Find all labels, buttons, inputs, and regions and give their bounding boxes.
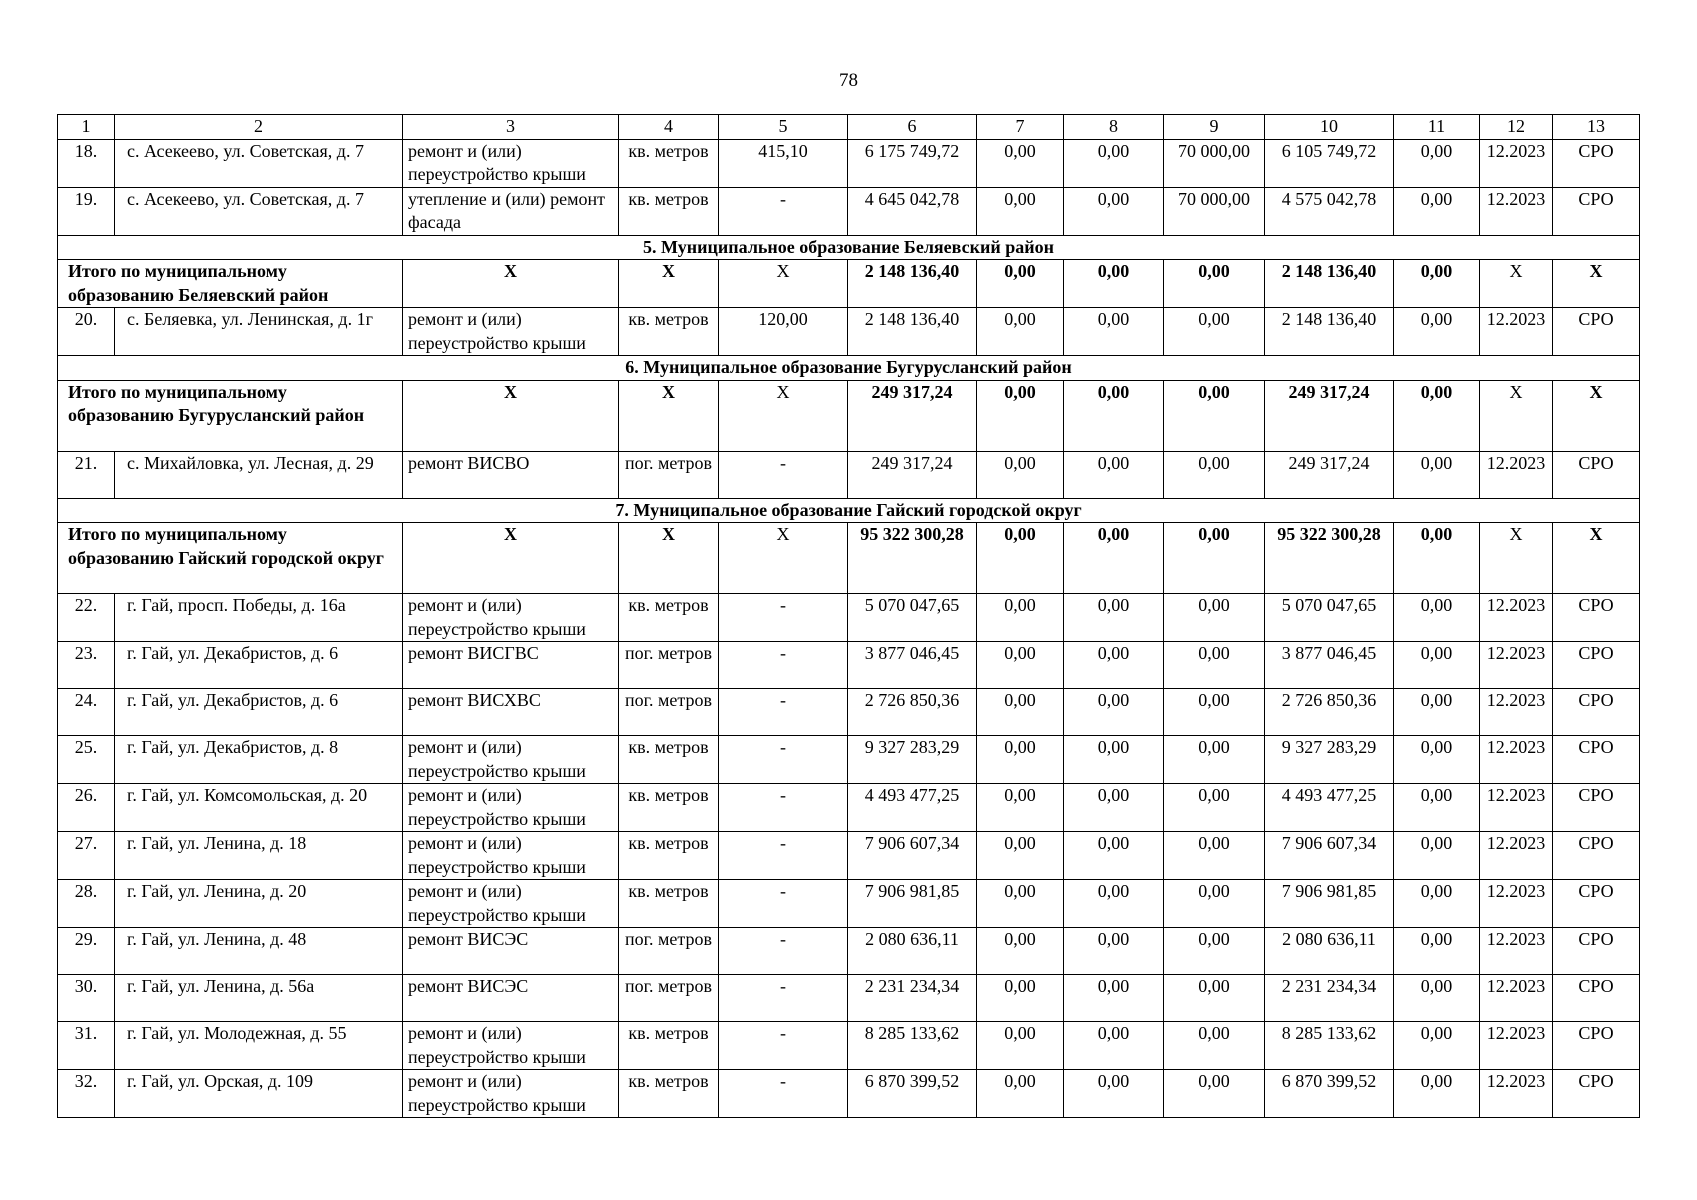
- table-row: [58, 451, 1640, 498]
- work-type-cell: утепление и (или) ремонт фасада: [403, 187, 619, 235]
- value-cell: 0,00: [977, 451, 1064, 498]
- value-cell: 7 906 607,34: [1265, 832, 1394, 880]
- unit-cell: кв. метров: [619, 1022, 719, 1070]
- value-cell: -: [719, 1022, 848, 1070]
- value-cell: 0,00: [1164, 689, 1265, 736]
- value-cell: 0,00: [1164, 975, 1265, 1022]
- address-cell: с. Асекеево, ул. Советская, д. 7: [115, 139, 403, 187]
- unit-cell: пог. метров: [619, 451, 719, 498]
- value-cell: 0,00: [977, 187, 1064, 235]
- value-cell: 12.2023: [1480, 642, 1553, 689]
- table-row: [58, 187, 1640, 235]
- total-cell: 249 317,24: [1265, 380, 1394, 451]
- value-cell: 0,00: [1394, 689, 1480, 736]
- unit-cell: кв. метров: [619, 139, 719, 187]
- row-number: 28.: [58, 880, 115, 928]
- value-cell: 12.2023: [1480, 928, 1553, 975]
- row-number: 32.: [58, 1070, 115, 1118]
- column-header: 13: [1553, 115, 1640, 140]
- total-row: [58, 523, 1640, 594]
- method-cell: СРО: [1553, 736, 1640, 784]
- value-cell: -: [719, 832, 848, 880]
- capital-repair-table: [57, 114, 1640, 1118]
- column-header: 5: [719, 115, 848, 140]
- column-header: 4: [619, 115, 719, 140]
- value-cell: -: [719, 689, 848, 736]
- value-cell: 0,00: [977, 594, 1064, 642]
- method-cell: СРО: [1553, 187, 1640, 235]
- total-cell: X: [403, 260, 619, 308]
- value-cell: 0,00: [1064, 784, 1164, 832]
- value-cell: 2 231 234,34: [1265, 975, 1394, 1022]
- total-cell: 0,00: [1394, 260, 1480, 308]
- total-cell: X: [719, 260, 848, 308]
- total-cell: 0,00: [977, 260, 1064, 308]
- value-cell: 415,10: [719, 139, 848, 187]
- value-cell: -: [719, 642, 848, 689]
- unit-cell: кв. метров: [619, 308, 719, 356]
- address-cell: г. Гай, ул. Декабристов, д. 6: [115, 689, 403, 736]
- value-cell: 12.2023: [1480, 832, 1553, 880]
- method-cell: СРО: [1553, 1070, 1640, 1118]
- total-cell: X: [719, 523, 848, 594]
- address-cell: г. Гай, ул. Ленина, д. 18: [115, 832, 403, 880]
- value-cell: 0,00: [1394, 975, 1480, 1022]
- value-cell: 0,00: [977, 308, 1064, 356]
- work-type-cell: ремонт ВИСХВС: [403, 689, 619, 736]
- value-cell: 0,00: [1394, 1022, 1480, 1070]
- total-cell: 2 148 136,40: [1265, 260, 1394, 308]
- table-row: [58, 642, 1640, 689]
- value-cell: 2 726 850,36: [848, 689, 977, 736]
- value-cell: -: [719, 928, 848, 975]
- value-cell: 3 877 046,45: [1265, 642, 1394, 689]
- method-cell: СРО: [1553, 880, 1640, 928]
- value-cell: 0,00: [1064, 594, 1164, 642]
- work-type-cell: ремонт и (или) переустройство крыши: [403, 594, 619, 642]
- work-type-cell: ремонт и (или) переустройство крыши: [403, 1070, 619, 1118]
- method-cell: СРО: [1553, 139, 1640, 187]
- column-number-header-row: [58, 115, 1640, 140]
- value-cell: 249 317,24: [848, 451, 977, 498]
- value-cell: 0,00: [1394, 928, 1480, 975]
- value-cell: 0,00: [1164, 308, 1265, 356]
- address-cell: г. Гай, ул. Ленина, д. 56а: [115, 975, 403, 1022]
- row-number: 27.: [58, 832, 115, 880]
- value-cell: 5 070 047,65: [848, 594, 977, 642]
- value-cell: 12.2023: [1480, 689, 1553, 736]
- value-cell: 0,00: [977, 1022, 1064, 1070]
- value-cell: 0,00: [1164, 832, 1265, 880]
- address-cell: с. Беляевка, ул. Ленинская, д. 1г: [115, 308, 403, 356]
- value-cell: 9 327 283,29: [1265, 736, 1394, 784]
- total-cell: 0,00: [977, 523, 1064, 594]
- value-cell: 12.2023: [1480, 187, 1553, 235]
- table-row: [58, 308, 1640, 356]
- value-cell: 7 906 981,85: [848, 880, 977, 928]
- value-cell: 2 231 234,34: [848, 975, 977, 1022]
- value-cell: -: [719, 1070, 848, 1118]
- total-cell: X: [1480, 380, 1553, 451]
- work-type-cell: ремонт ВИСГВС: [403, 642, 619, 689]
- value-cell: 0,00: [1394, 736, 1480, 784]
- row-number: 25.: [58, 736, 115, 784]
- unit-cell: кв. метров: [619, 832, 719, 880]
- value-cell: 120,00: [719, 308, 848, 356]
- value-cell: 0,00: [1164, 880, 1265, 928]
- total-cell: X: [1480, 523, 1553, 594]
- value-cell: 0,00: [977, 689, 1064, 736]
- column-header: 7: [977, 115, 1064, 140]
- total-cell: X: [619, 380, 719, 451]
- total-cell: 2 148 136,40: [848, 260, 977, 308]
- column-header: 8: [1064, 115, 1164, 140]
- address-cell: г. Гай, ул. Молодежная, д. 55: [115, 1022, 403, 1070]
- total-cell: 0,00: [1064, 523, 1164, 594]
- address-cell: г. Гай, ул. Ленина, д. 48: [115, 928, 403, 975]
- row-number: 18.: [58, 139, 115, 187]
- total-row: [58, 380, 1640, 451]
- row-number: 26.: [58, 784, 115, 832]
- address-cell: г. Гай, ул. Декабристов, д. 8: [115, 736, 403, 784]
- value-cell: 0,00: [1064, 1070, 1164, 1118]
- value-cell: 0,00: [977, 880, 1064, 928]
- value-cell: 0,00: [977, 736, 1064, 784]
- method-cell: СРО: [1553, 1022, 1640, 1070]
- total-cell: 0,00: [1164, 523, 1265, 594]
- address-cell: с. Асекеево, ул. Советская, д. 7: [115, 187, 403, 235]
- section-title: 6. Муниципальное образование Бугурусланский район: [58, 356, 1640, 381]
- total-cell: 249 317,24: [848, 380, 977, 451]
- value-cell: 0,00: [1394, 832, 1480, 880]
- value-cell: 0,00: [1064, 880, 1164, 928]
- table-row: [58, 736, 1640, 784]
- value-cell: 0,00: [1394, 784, 1480, 832]
- value-cell: 4 575 042,78: [1265, 187, 1394, 235]
- method-cell: СРО: [1553, 594, 1640, 642]
- value-cell: 2 148 136,40: [848, 308, 977, 356]
- unit-cell: пог. метров: [619, 642, 719, 689]
- value-cell: 12.2023: [1480, 1070, 1553, 1118]
- total-cell: 0,00: [977, 380, 1064, 451]
- unit-cell: пог. метров: [619, 928, 719, 975]
- value-cell: 0,00: [977, 139, 1064, 187]
- total-cell: X: [403, 380, 619, 451]
- value-cell: 0,00: [1064, 642, 1164, 689]
- section-header-row: [58, 498, 1640, 523]
- work-type-cell: ремонт и (или) переустройство крыши: [403, 784, 619, 832]
- address-cell: г. Гай, ул. Комсомольская, д. 20: [115, 784, 403, 832]
- value-cell: 12.2023: [1480, 139, 1553, 187]
- table-row: [58, 880, 1640, 928]
- value-cell: 5 070 047,65: [1265, 594, 1394, 642]
- value-cell: -: [719, 880, 848, 928]
- value-cell: 0,00: [1164, 736, 1265, 784]
- unit-cell: кв. метров: [619, 784, 719, 832]
- method-cell: СРО: [1553, 689, 1640, 736]
- value-cell: 8 285 133,62: [848, 1022, 977, 1070]
- value-cell: 0,00: [1394, 187, 1480, 235]
- method-cell: СРО: [1553, 451, 1640, 498]
- work-type-cell: ремонт и (или) переустройство крыши: [403, 308, 619, 356]
- total-label: Итого по муниципальному образованию Гайский городской округ: [58, 523, 403, 594]
- total-cell: 95 322 300,28: [848, 523, 977, 594]
- column-header: 3: [403, 115, 619, 140]
- value-cell: 8 285 133,62: [1265, 1022, 1394, 1070]
- value-cell: 0,00: [1064, 975, 1164, 1022]
- value-cell: 6 870 399,52: [848, 1070, 977, 1118]
- unit-cell: пог. метров: [619, 975, 719, 1022]
- table-row: [58, 975, 1640, 1022]
- table-row: [58, 689, 1640, 736]
- total-label: Итого по муниципальному образованию Бугурусланский район: [58, 380, 403, 451]
- table-row: [58, 139, 1640, 187]
- section-header-row: [58, 235, 1640, 260]
- value-cell: 0,00: [1064, 689, 1164, 736]
- value-cell: 12.2023: [1480, 594, 1553, 642]
- method-cell: СРО: [1553, 784, 1640, 832]
- method-cell: СРО: [1553, 308, 1640, 356]
- value-cell: 0,00: [1394, 880, 1480, 928]
- page-number: 78: [839, 70, 858, 91]
- value-cell: 0,00: [977, 642, 1064, 689]
- value-cell: 2 148 136,40: [1265, 308, 1394, 356]
- total-cell: 0,00: [1064, 380, 1164, 451]
- value-cell: 12.2023: [1480, 880, 1553, 928]
- value-cell: 0,00: [1394, 1070, 1480, 1118]
- column-header: 1: [58, 115, 115, 140]
- row-number: 22.: [58, 594, 115, 642]
- total-cell: X: [1553, 380, 1640, 451]
- value-cell: -: [719, 594, 848, 642]
- work-type-cell: ремонт ВИСЭС: [403, 975, 619, 1022]
- value-cell: 4 493 477,25: [1265, 784, 1394, 832]
- total-cell: 0,00: [1394, 380, 1480, 451]
- value-cell: 0,00: [1064, 1022, 1164, 1070]
- value-cell: 0,00: [1164, 642, 1265, 689]
- table-body: [58, 115, 1640, 1118]
- value-cell: -: [719, 975, 848, 1022]
- unit-cell: кв. метров: [619, 736, 719, 784]
- value-cell: -: [719, 187, 848, 235]
- column-header: 11: [1394, 115, 1480, 140]
- value-cell: 0,00: [1164, 594, 1265, 642]
- value-cell: 3 877 046,45: [848, 642, 977, 689]
- table-row: [58, 928, 1640, 975]
- total-cell: 95 322 300,28: [1265, 523, 1394, 594]
- value-cell: 0,00: [1064, 308, 1164, 356]
- value-cell: 4 645 042,78: [848, 187, 977, 235]
- value-cell: 9 327 283,29: [848, 736, 977, 784]
- address-cell: г. Гай, просп. Победы, д. 16а: [115, 594, 403, 642]
- value-cell: 0,00: [977, 832, 1064, 880]
- total-label: Итого по муниципальному образованию Беляевский район: [58, 260, 403, 308]
- section-title: 7. Муниципальное образование Гайский городской округ: [58, 498, 1640, 523]
- row-number: 29.: [58, 928, 115, 975]
- work-type-cell: ремонт и (или) переустройство крыши: [403, 736, 619, 784]
- value-cell: 0,00: [1164, 784, 1265, 832]
- work-type-cell: ремонт и (или) переустройство крыши: [403, 880, 619, 928]
- value-cell: 12.2023: [1480, 1022, 1553, 1070]
- work-type-cell: ремонт и (или) переустройство крыши: [403, 139, 619, 187]
- table-row: [58, 594, 1640, 642]
- value-cell: 12.2023: [1480, 975, 1553, 1022]
- row-number: 23.: [58, 642, 115, 689]
- row-number: 31.: [58, 1022, 115, 1070]
- total-cell: 0,00: [1394, 523, 1480, 594]
- row-number: 21.: [58, 451, 115, 498]
- total-cell: X: [1553, 523, 1640, 594]
- work-type-cell: ремонт ВИСЭС: [403, 928, 619, 975]
- value-cell: 12.2023: [1480, 736, 1553, 784]
- value-cell: 2 080 636,11: [1265, 928, 1394, 975]
- value-cell: 12.2023: [1480, 451, 1553, 498]
- total-cell: X: [1480, 260, 1553, 308]
- value-cell: 0,00: [1064, 832, 1164, 880]
- address-cell: г. Гай, ул. Декабристов, д. 6: [115, 642, 403, 689]
- value-cell: -: [719, 451, 848, 498]
- work-type-cell: ремонт и (или) переустройство крыши: [403, 1022, 619, 1070]
- value-cell: 2 726 850,36: [1265, 689, 1394, 736]
- value-cell: 0,00: [1394, 308, 1480, 356]
- value-cell: 0,00: [977, 784, 1064, 832]
- unit-cell: кв. метров: [619, 594, 719, 642]
- value-cell: 0,00: [1394, 139, 1480, 187]
- method-cell: СРО: [1553, 642, 1640, 689]
- value-cell: 12.2023: [1480, 308, 1553, 356]
- value-cell: -: [719, 736, 848, 784]
- value-cell: 70 000,00: [1164, 187, 1265, 235]
- value-cell: 0,00: [1394, 451, 1480, 498]
- table-row: [58, 1022, 1640, 1070]
- total-cell: X: [719, 380, 848, 451]
- address-cell: с. Михайловка, ул. Лесная, д. 29: [115, 451, 403, 498]
- table-row: [58, 832, 1640, 880]
- total-cell: 0,00: [1164, 260, 1265, 308]
- method-cell: СРО: [1553, 928, 1640, 975]
- value-cell: 7 906 607,34: [848, 832, 977, 880]
- work-type-cell: ремонт ВИСВО: [403, 451, 619, 498]
- value-cell: 0,00: [977, 975, 1064, 1022]
- value-cell: 6 105 749,72: [1265, 139, 1394, 187]
- address-cell: г. Гай, ул. Орская, д. 109: [115, 1070, 403, 1118]
- row-number: 24.: [58, 689, 115, 736]
- unit-cell: кв. метров: [619, 1070, 719, 1118]
- value-cell: 0,00: [1064, 187, 1164, 235]
- total-cell: 0,00: [1064, 260, 1164, 308]
- value-cell: 0,00: [1164, 928, 1265, 975]
- column-header: 12: [1480, 115, 1553, 140]
- value-cell: 12.2023: [1480, 784, 1553, 832]
- value-cell: 249 317,24: [1265, 451, 1394, 498]
- value-cell: 0,00: [1064, 451, 1164, 498]
- value-cell: 0,00: [977, 928, 1064, 975]
- value-cell: 4 493 477,25: [848, 784, 977, 832]
- unit-cell: кв. метров: [619, 187, 719, 235]
- total-cell: X: [403, 523, 619, 594]
- unit-cell: пог. метров: [619, 689, 719, 736]
- value-cell: 6 870 399,52: [1265, 1070, 1394, 1118]
- total-cell: X: [619, 523, 719, 594]
- value-cell: 7 906 981,85: [1265, 880, 1394, 928]
- value-cell: 0,00: [1064, 928, 1164, 975]
- address-cell: г. Гай, ул. Ленина, д. 20: [115, 880, 403, 928]
- value-cell: -: [719, 784, 848, 832]
- column-header: 6: [848, 115, 977, 140]
- section-title: 5. Муниципальное образование Беляевский район: [58, 235, 1640, 260]
- value-cell: 0,00: [1164, 1070, 1265, 1118]
- value-cell: 0,00: [1394, 594, 1480, 642]
- value-cell: 0,00: [1064, 736, 1164, 784]
- method-cell: СРО: [1553, 832, 1640, 880]
- total-cell: 0,00: [1164, 380, 1265, 451]
- row-number: 20.: [58, 308, 115, 356]
- value-cell: 0,00: [1164, 1022, 1265, 1070]
- section-header-row: [58, 356, 1640, 381]
- value-cell: 2 080 636,11: [848, 928, 977, 975]
- column-header: 9: [1164, 115, 1265, 140]
- total-cell: X: [619, 260, 719, 308]
- value-cell: 6 175 749,72: [848, 139, 977, 187]
- value-cell: 0,00: [977, 1070, 1064, 1118]
- work-type-cell: ремонт и (или) переустройство крыши: [403, 832, 619, 880]
- value-cell: 70 000,00: [1164, 139, 1265, 187]
- total-row: [58, 260, 1640, 308]
- value-cell: 0,00: [1164, 451, 1265, 498]
- value-cell: 0,00: [1064, 139, 1164, 187]
- column-header: 2: [115, 115, 403, 140]
- table-row: [58, 1070, 1640, 1118]
- unit-cell: кв. метров: [619, 880, 719, 928]
- method-cell: СРО: [1553, 975, 1640, 1022]
- row-number: 30.: [58, 975, 115, 1022]
- column-header: 10: [1265, 115, 1394, 140]
- value-cell: 0,00: [1394, 642, 1480, 689]
- total-cell: X: [1553, 260, 1640, 308]
- row-number: 19.: [58, 187, 115, 235]
- table-row: [58, 784, 1640, 832]
